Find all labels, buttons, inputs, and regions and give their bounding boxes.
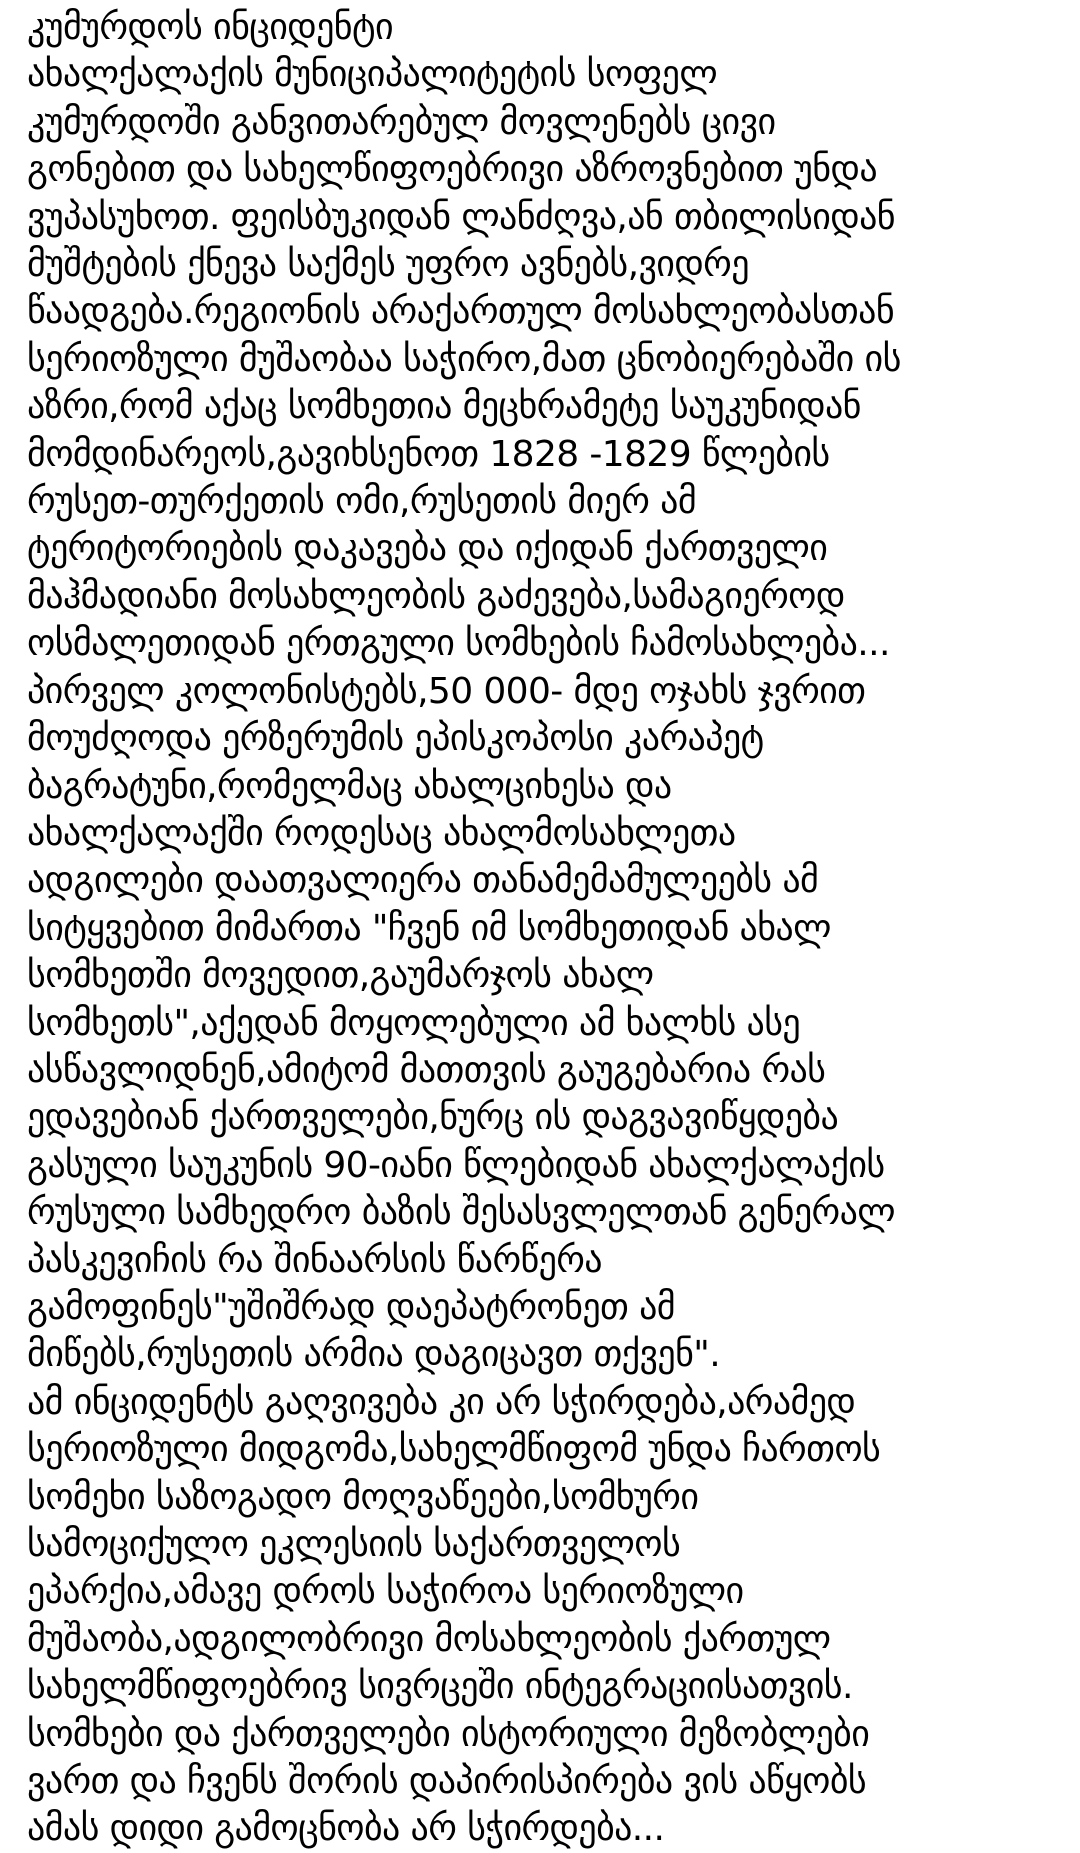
- text-line: მუშტების ქნევა საქმეს უფრო ავნებს,ვიდრე: [27, 244, 749, 286]
- text-line: ახალქალაქის მუნიციპალიტეტის სოფელ: [27, 54, 718, 96]
- text-line: სერიოზული მუშაობაა საჭირო,მათ ცნობიერებაში ის: [27, 338, 901, 380]
- text-line: სამოციქულო ეკლესიის საქართველოს: [27, 1524, 681, 1565]
- text-line: რუსული სამხედრო ბაზის შესასვლელთან გენერალ: [27, 1192, 896, 1234]
- text-line: სახელმწიფოებრივ სივრცეში ინტეგრაციისათვის.: [27, 1666, 853, 1708]
- text-line: მიწებს,რუსეთის არმია დაგიცავთ თქვენ".: [27, 1334, 721, 1376]
- text-line: გონებით და სახელწიფოებრივი აზროვნებით უნდა: [27, 149, 877, 191]
- text-line: მოუძღოდა ერზერუმის ეპისკოპოსი კარაპეტ: [27, 718, 764, 760]
- text-line: კუმურდოს ინციდენტი: [27, 7, 394, 48]
- text-line: ეპარქია,ამავე დროს საჭიროა სერიოზული: [27, 1571, 744, 1613]
- text-line: აზრი,რომ აქაც სომხეთია მეცხრამეტე საუკუნიდან: [27, 386, 861, 428]
- text-line: ოსმალეთიდან ერთგული სომხების ჩამოსახლება...: [27, 623, 890, 665]
- text-line: სომხეთში მოვედით,გაუმარჯოს ახალ: [27, 955, 654, 997]
- text-line: რუსეთ-თურქეთის ომი,რუსეთის მიერ ამ: [27, 481, 697, 523]
- text-line: სერიოზული მიდგომა,სახელმწიფომ უნდა ჩართოს: [27, 1429, 881, 1471]
- text-line: სიტყვებით მიმართა "ჩვენ იმ სომხეთიდან ახალ: [27, 907, 831, 949]
- text-line: სომხეთს",აქედან მოყოლებული ამ ხალხს ასე: [27, 1002, 801, 1044]
- text-line: ასწავლიდნენ,ამიტომ მათთვის გაუგებარია რას: [27, 1049, 826, 1091]
- text-line: ტერიტორიების დაკავება და იქიდან ქართველი: [27, 528, 828, 570]
- text-line: მომდინარეოს,გავიხსენოთ 1828 -1829 წლების: [27, 433, 830, 475]
- text-line: ბაგრატუნი,რომელმაც ახალციხესა და: [27, 765, 672, 807]
- text-line: მუშაობა,ადგილობრივი მოსახლეობის ქართულ: [27, 1618, 831, 1660]
- text-line: გამოფინეს"უშიშრად დაეპატრონეთ ამ: [27, 1286, 675, 1328]
- text-line: კუმურდოში განვითარებულ მოვლენებს ცივი: [27, 101, 776, 143]
- text-line: სომეხი საზოგადო მოღვაწეები,სომხური: [27, 1476, 699, 1518]
- text-line: პასკევიჩის რა შინაარსის წარწერა: [27, 1239, 602, 1281]
- text-line: პირველ კოლონისტებს,50 000- მდე ოჯახს ჯვრით: [27, 670, 866, 712]
- text-line: სომხები და ქართველები ისტორიული მეზობლები: [27, 1713, 870, 1755]
- text-line: ამ ინციდენტს გაღვივება კი არ სჭირდება,არამედ: [27, 1381, 856, 1423]
- text-line: ახალქალაქში როდესაც ახალმოსახლეთა: [27, 812, 736, 854]
- text-line: გასული საუკუნის 90-იანი წლებიდან ახალქალაქის: [27, 1144, 885, 1186]
- text-line: ვუპასუხოთ. ფეისბუკიდან ლანძღვა,ან თბილისიდან: [27, 196, 895, 238]
- text-line: ადგილები დაათვალიერა თანამემამულეებს ამ: [27, 860, 819, 902]
- text-line: წაადგება.რეგიონის არაქართულ მოსახლეობასთან: [27, 291, 895, 333]
- text-line: ედავებიან ქართველები,ნურც ის დაგვავიწყდება: [27, 1097, 839, 1139]
- text-line: ამას დიდი გამოცნობა არ სჭირდება...: [27, 1808, 665, 1850]
- article-text: [27, 4, 1062, 1853]
- text-line: მაჰმადიანი მოსახლეობის გაძევება,სამაგიეროდ: [27, 575, 845, 617]
- text-line: ვართ და ჩვენს შორის დაპირისპირება ვის აწყობს: [27, 1761, 867, 1803]
